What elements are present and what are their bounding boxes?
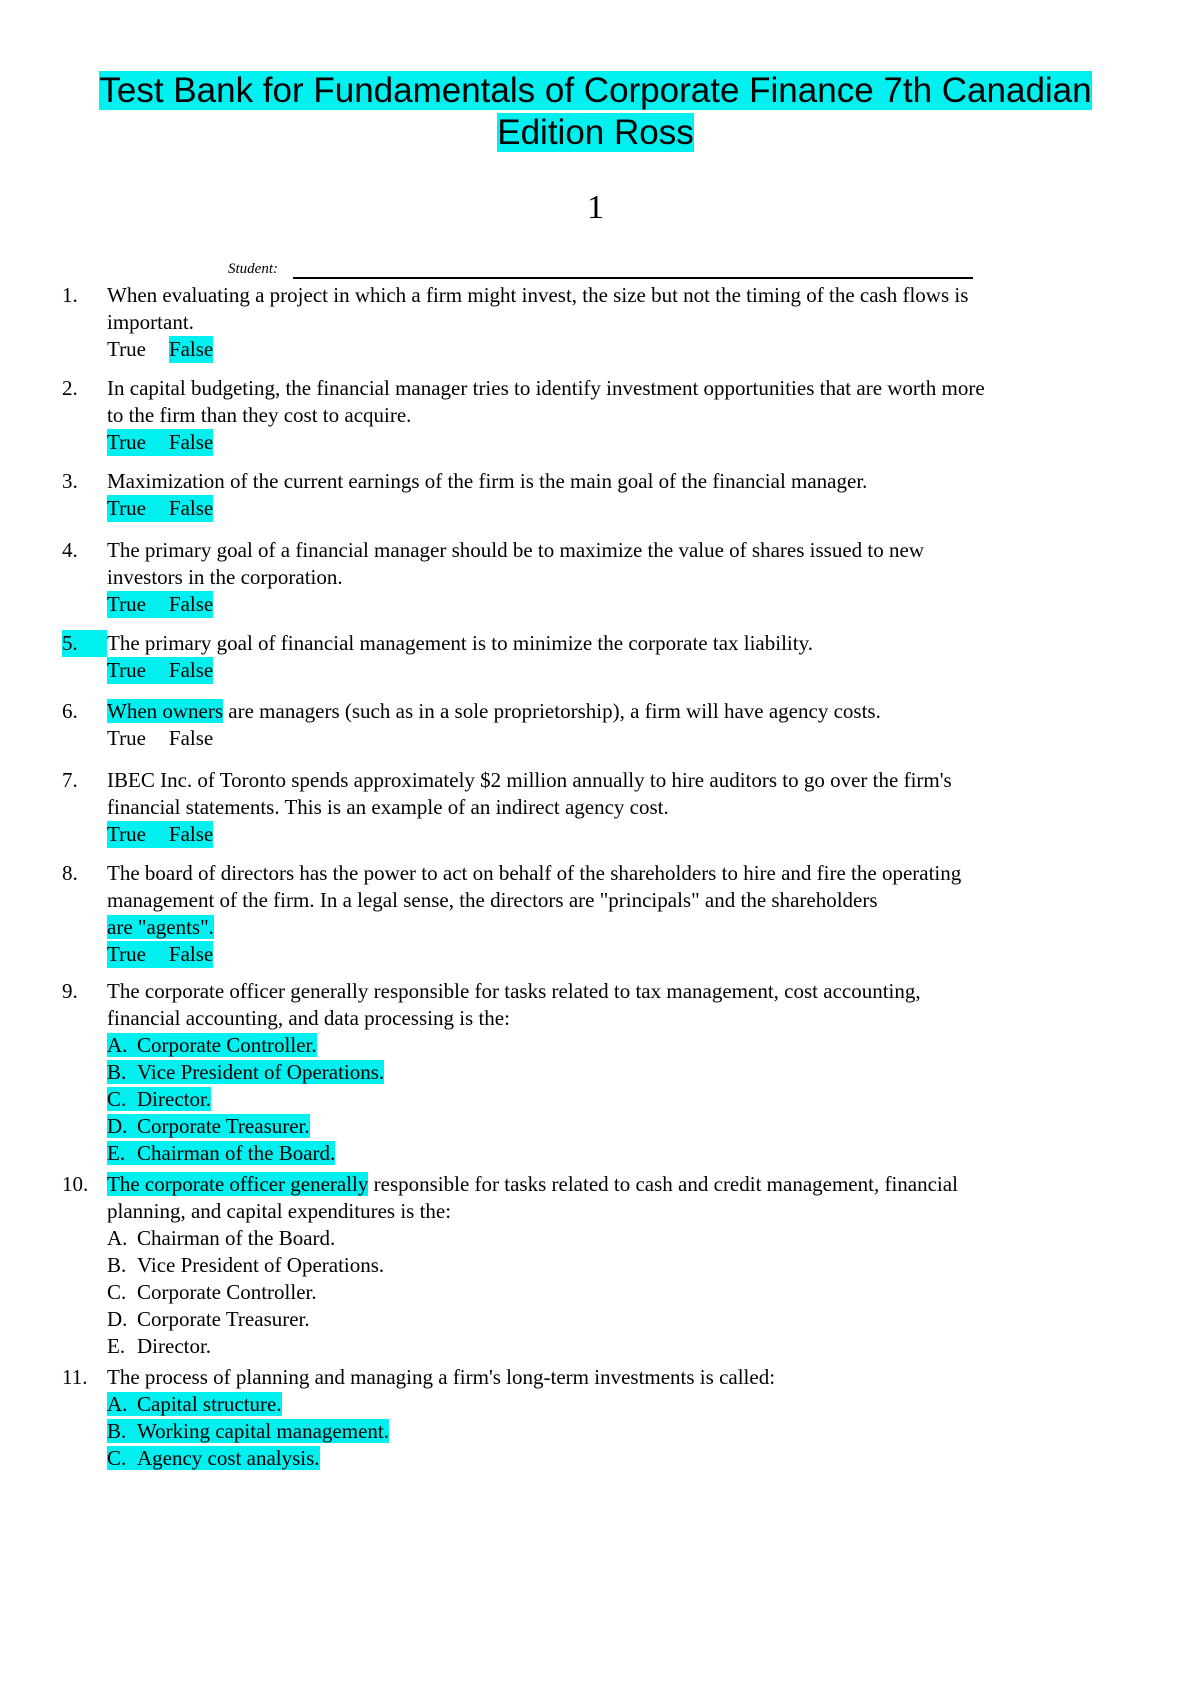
page-number: 1 [587, 189, 604, 226]
option-letter: A. [107, 1033, 128, 1057]
option-highlight [107, 1392, 282, 1416]
question-stem-line: Maximization of the current earnings of the firm is the main goal of the financial manager. [107, 469, 868, 493]
option-text: Vice President of Operations. [137, 1060, 385, 1084]
false-option: False [168, 430, 214, 454]
option-text: Corporate Controller. [137, 1280, 317, 1304]
option-letter: B. [107, 1419, 127, 1443]
question-stem-line: IBEC Inc. of Toronto spends approximately $2 million annually to hire auditors to go over the firm's [107, 768, 952, 792]
question-number: 7. [62, 768, 78, 792]
answer-option [107, 1059, 1129, 1086]
true-false-highlight [107, 591, 213, 618]
option-text: Vice President of Operations. [137, 1253, 385, 1277]
true-option: True [107, 592, 146, 616]
true-option: True [107, 942, 146, 966]
answer-option [107, 1252, 1129, 1279]
option-text: Working capital management. [137, 1419, 389, 1443]
question-stem-line: The board of directors has the power to act on behalf of the shareholders to hire and fire the operating [107, 861, 962, 885]
true-false-options [107, 725, 1129, 752]
question-number: 2. [62, 376, 78, 400]
answer-option [107, 1391, 1129, 1418]
question-number: 4. [62, 538, 78, 562]
option-text: Corporate Controller. [137, 1033, 317, 1057]
option-text: Chairman of the Board. [137, 1141, 336, 1165]
true-option: True [107, 430, 146, 454]
stem-highlight: The corporate officer generally [107, 1172, 369, 1196]
true-option: True [107, 337, 146, 361]
question-stem-line: to the firm than they cost to acquire. [107, 403, 412, 427]
false-option: False [168, 942, 214, 966]
answer-option [107, 1032, 1129, 1059]
option-highlight [107, 1060, 384, 1084]
document-title [60, 70, 1131, 154]
option-text: Director. [137, 1334, 212, 1358]
stem-rest: are managers (such as in a sole proprietorship), a firm will have agency costs. [223, 699, 881, 723]
option-text: Corporate Treasurer. [137, 1307, 310, 1331]
option-letter: C. [107, 1446, 127, 1470]
option-highlight [107, 1141, 335, 1165]
question-stem-line: The primary goal of a financial manager should be to maximize the value of shares issued to new [107, 538, 924, 562]
true-false-highlight [107, 941, 213, 968]
false-option: False [168, 496, 214, 520]
question-number: 6. [62, 699, 78, 723]
option-highlight [107, 1446, 320, 1470]
option-letter: C. [107, 1087, 127, 1111]
question-number: 3. [62, 469, 78, 493]
answer-option [107, 1086, 1129, 1113]
option-letter: E. [107, 1334, 126, 1358]
answer-option [107, 1140, 1129, 1167]
answer-option [107, 1445, 1129, 1472]
option-text: Chairman of the Board. [137, 1226, 336, 1250]
option-text: Corporate Treasurer. [137, 1114, 310, 1138]
true-option: True [107, 658, 146, 682]
question-number: 10. [62, 1172, 89, 1196]
true-option: True [107, 726, 146, 750]
true-false-options [107, 429, 1129, 456]
question-stem-line: financial accounting, and data processing is the: [107, 1006, 510, 1030]
student-blank-line [293, 277, 973, 279]
false-option: False [168, 822, 214, 846]
true-false-options [107, 821, 1129, 848]
true-false-options [107, 591, 1129, 618]
answer-options [107, 1032, 1129, 1167]
true-false-highlight [107, 821, 213, 848]
answer-options [107, 1225, 1129, 1360]
stem-highlight: When owners [107, 699, 224, 723]
option-letter: A. [107, 1226, 128, 1250]
question-number: 1. [62, 283, 78, 307]
question-stem-line: planning, and capital expenditures is the: [107, 1199, 452, 1223]
stem-rest: responsible for tasks related to cash and credit management, financial [368, 1172, 958, 1196]
option-letter: D. [107, 1114, 128, 1138]
question-number: 8. [62, 861, 78, 885]
false-option: False [168, 726, 214, 750]
option-letter: A. [107, 1392, 128, 1416]
stem-highlight: are "agents". [107, 915, 214, 939]
student-field [228, 260, 293, 278]
true-false-highlight [107, 429, 213, 456]
option-letter: D. [107, 1307, 128, 1331]
true-false-highlight [107, 657, 213, 684]
answer-option [107, 1225, 1129, 1252]
true-option: True [107, 496, 146, 520]
true-false-options [107, 495, 1129, 522]
question-stem-line: important. [107, 310, 194, 334]
option-letter: B. [107, 1060, 127, 1084]
false-option: False [168, 337, 214, 361]
student-label: Student: [228, 261, 278, 277]
question-stem-line: The process of planning and managing a firm's long-term investments is called: [107, 1365, 776, 1389]
option-text: Director. [137, 1087, 212, 1111]
question-stem-line: The primary goal of financial management is to minimize the corporate tax liability. [107, 631, 813, 655]
option-highlight [107, 1087, 211, 1111]
question-stem-line [107, 914, 1129, 941]
question-stem-line: management of the firm. In a legal sense, the directors are "principals" and the shareholders [107, 888, 878, 912]
option-letter: B. [107, 1253, 127, 1277]
question-number: 11. [62, 1365, 88, 1389]
false-option: False [168, 592, 214, 616]
question-stem-line: investors in the corporation. [107, 565, 343, 589]
true-false-highlight [107, 495, 213, 522]
title-line-1: Test Bank for Fundamentals of Corporate Finance 7th Canadian [99, 71, 1092, 110]
option-letter: E. [107, 1141, 126, 1165]
answer-option [107, 1418, 1129, 1445]
answer-option [107, 1113, 1129, 1140]
option-highlight [107, 1033, 317, 1057]
option-text: Capital structure. [137, 1392, 282, 1416]
answer-option [107, 1279, 1129, 1306]
question-number: 9. [62, 979, 78, 1003]
question-stem-line: The corporate officer generally responsible for tasks related to tax management, cost accounting, [107, 979, 921, 1003]
true-false-options [107, 657, 1129, 684]
answer-option [107, 1333, 1129, 1360]
question-stem-line [107, 1171, 1129, 1198]
answer-option [107, 1306, 1129, 1333]
question-stem-line: financial statements. This is an example of an indirect agency cost. [107, 795, 669, 819]
question-stem-line [107, 698, 1129, 725]
question-number: 5. [62, 630, 107, 657]
option-letter: C. [107, 1280, 127, 1304]
title-line-2: Edition Ross [497, 113, 694, 152]
true-false-options [107, 941, 1129, 968]
answer-options [107, 1391, 1129, 1472]
true-option: True [107, 822, 146, 846]
question-stem-line: In capital budgeting, the financial manager tries to identify investment opportunities that are worth more [107, 376, 985, 400]
option-highlight [107, 1114, 310, 1138]
true-false-options [107, 336, 1129, 363]
option-text: Agency cost analysis. [137, 1446, 320, 1470]
question-stem-line: When evaluating a project in which a firm might invest, the size but not the timing of the cash flows is [107, 283, 969, 307]
option-highlight [107, 1419, 389, 1443]
false-option: False [168, 658, 214, 682]
